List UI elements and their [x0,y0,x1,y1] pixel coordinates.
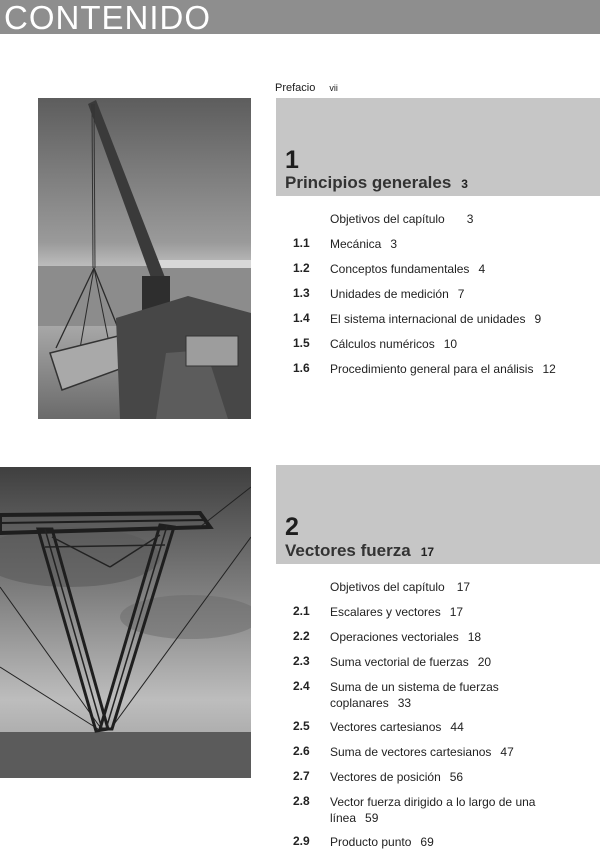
crane-photo [38,98,251,419]
toc-entry-page: 17 [456,580,471,594]
toc-entry-label: Procedimiento general para el análisis [330,362,534,376]
toc-entry-number: 2.7 [293,769,310,783]
toc-entry-label: El sistema internacional de unidades [330,312,526,326]
toc-entry-label: Producto punto [330,835,412,849]
toc-entry-number: 2.9 [293,834,310,848]
toc-entry-page: 20 [477,655,492,669]
chapter-2-page: 17 [420,545,435,559]
toc-entry-number: 2.5 [293,719,310,733]
toc-entry-number: 2.4 [293,679,310,693]
toc-entry-number: 1.6 [293,361,310,375]
toc-entry-page: 9 [534,312,542,326]
tower-photo [0,467,251,778]
toc-entry-page: 12 [542,362,556,376]
page-header [0,0,600,34]
toc-entry-label: Suma de un sistema de fuerzas coplanares [330,680,499,710]
chapter-2-title-text: Vectores fuerza [285,541,411,560]
toc-entry-label: Escalares y vectores [330,605,441,619]
toc-entry-number: 2.6 [293,744,310,758]
toc-entry-label: Cálculos numéricos [330,337,435,351]
preface-entry[interactable] [275,82,338,94]
toc-entry-page: 3 [466,212,474,226]
chapter-2-title[interactable] [285,541,434,561]
toc-entry-number: 2.3 [293,654,310,668]
toc-entry-number: 2.8 [293,794,310,808]
toc-entry-label: Suma vectorial de fuerzas [330,655,469,669]
chapter-1-title[interactable] [285,173,468,193]
preface-page: vii [329,83,338,93]
toc-entry-number: 1.3 [293,286,310,300]
toc-entry-number: 1.5 [293,336,310,350]
toc-entry-page: 69 [420,835,434,849]
toc-entry-label: Vector fuerza dirigido a lo largo de una línea [330,795,536,825]
toc-entry-page: 59 [365,811,379,825]
toc-entry-number: 1.1 [293,236,310,250]
toc-entry-label: Mecánica [330,237,382,251]
toc-entry-page: 44 [450,720,464,734]
chapter-1-page: 3 [461,177,468,191]
toc-entry-label: Suma de vectores cartesianos [330,745,492,759]
toc-entry-label: Conceptos fundamentales [330,262,470,276]
toc-entry-page: 10 [443,337,458,351]
toc-entry-label: Objetivos del capítulo [330,212,445,226]
toc-entry-number: 2.2 [293,629,310,643]
chapter-1-title-text: Principios generales [285,173,452,192]
toc-entry-label: Vectores cartesianos [330,720,442,734]
toc-entry-number: 1.2 [293,261,310,275]
preface-label: Prefacio [275,82,316,94]
toc-entry-label: Objetivos del capítulo [330,580,445,594]
toc-entry-number: 1.4 [293,311,310,325]
toc-entry-page: 4 [478,262,486,276]
toc-entry-label: Vectores de posición [330,770,441,784]
toc-entry-page: 18 [467,630,482,644]
toc-entry-label: Unidades de medición [330,287,449,301]
toc-entry-label: Operaciones vectoriales [330,630,459,644]
toc-entry-page: 3 [390,237,398,251]
toc-entry-page: 7 [457,287,465,301]
toc-entry-page: 56 [449,770,464,784]
toc-entry-number: 2.1 [293,604,310,618]
page-title: CONTENIDO [4,0,211,36]
toc-entry-page: 33 [397,696,412,710]
toc-entry-page: 47 [500,745,514,759]
toc-entry-page: 17 [449,605,464,619]
chapter-1-number: 1 [285,146,299,174]
chapter-2-number: 2 [285,513,299,541]
